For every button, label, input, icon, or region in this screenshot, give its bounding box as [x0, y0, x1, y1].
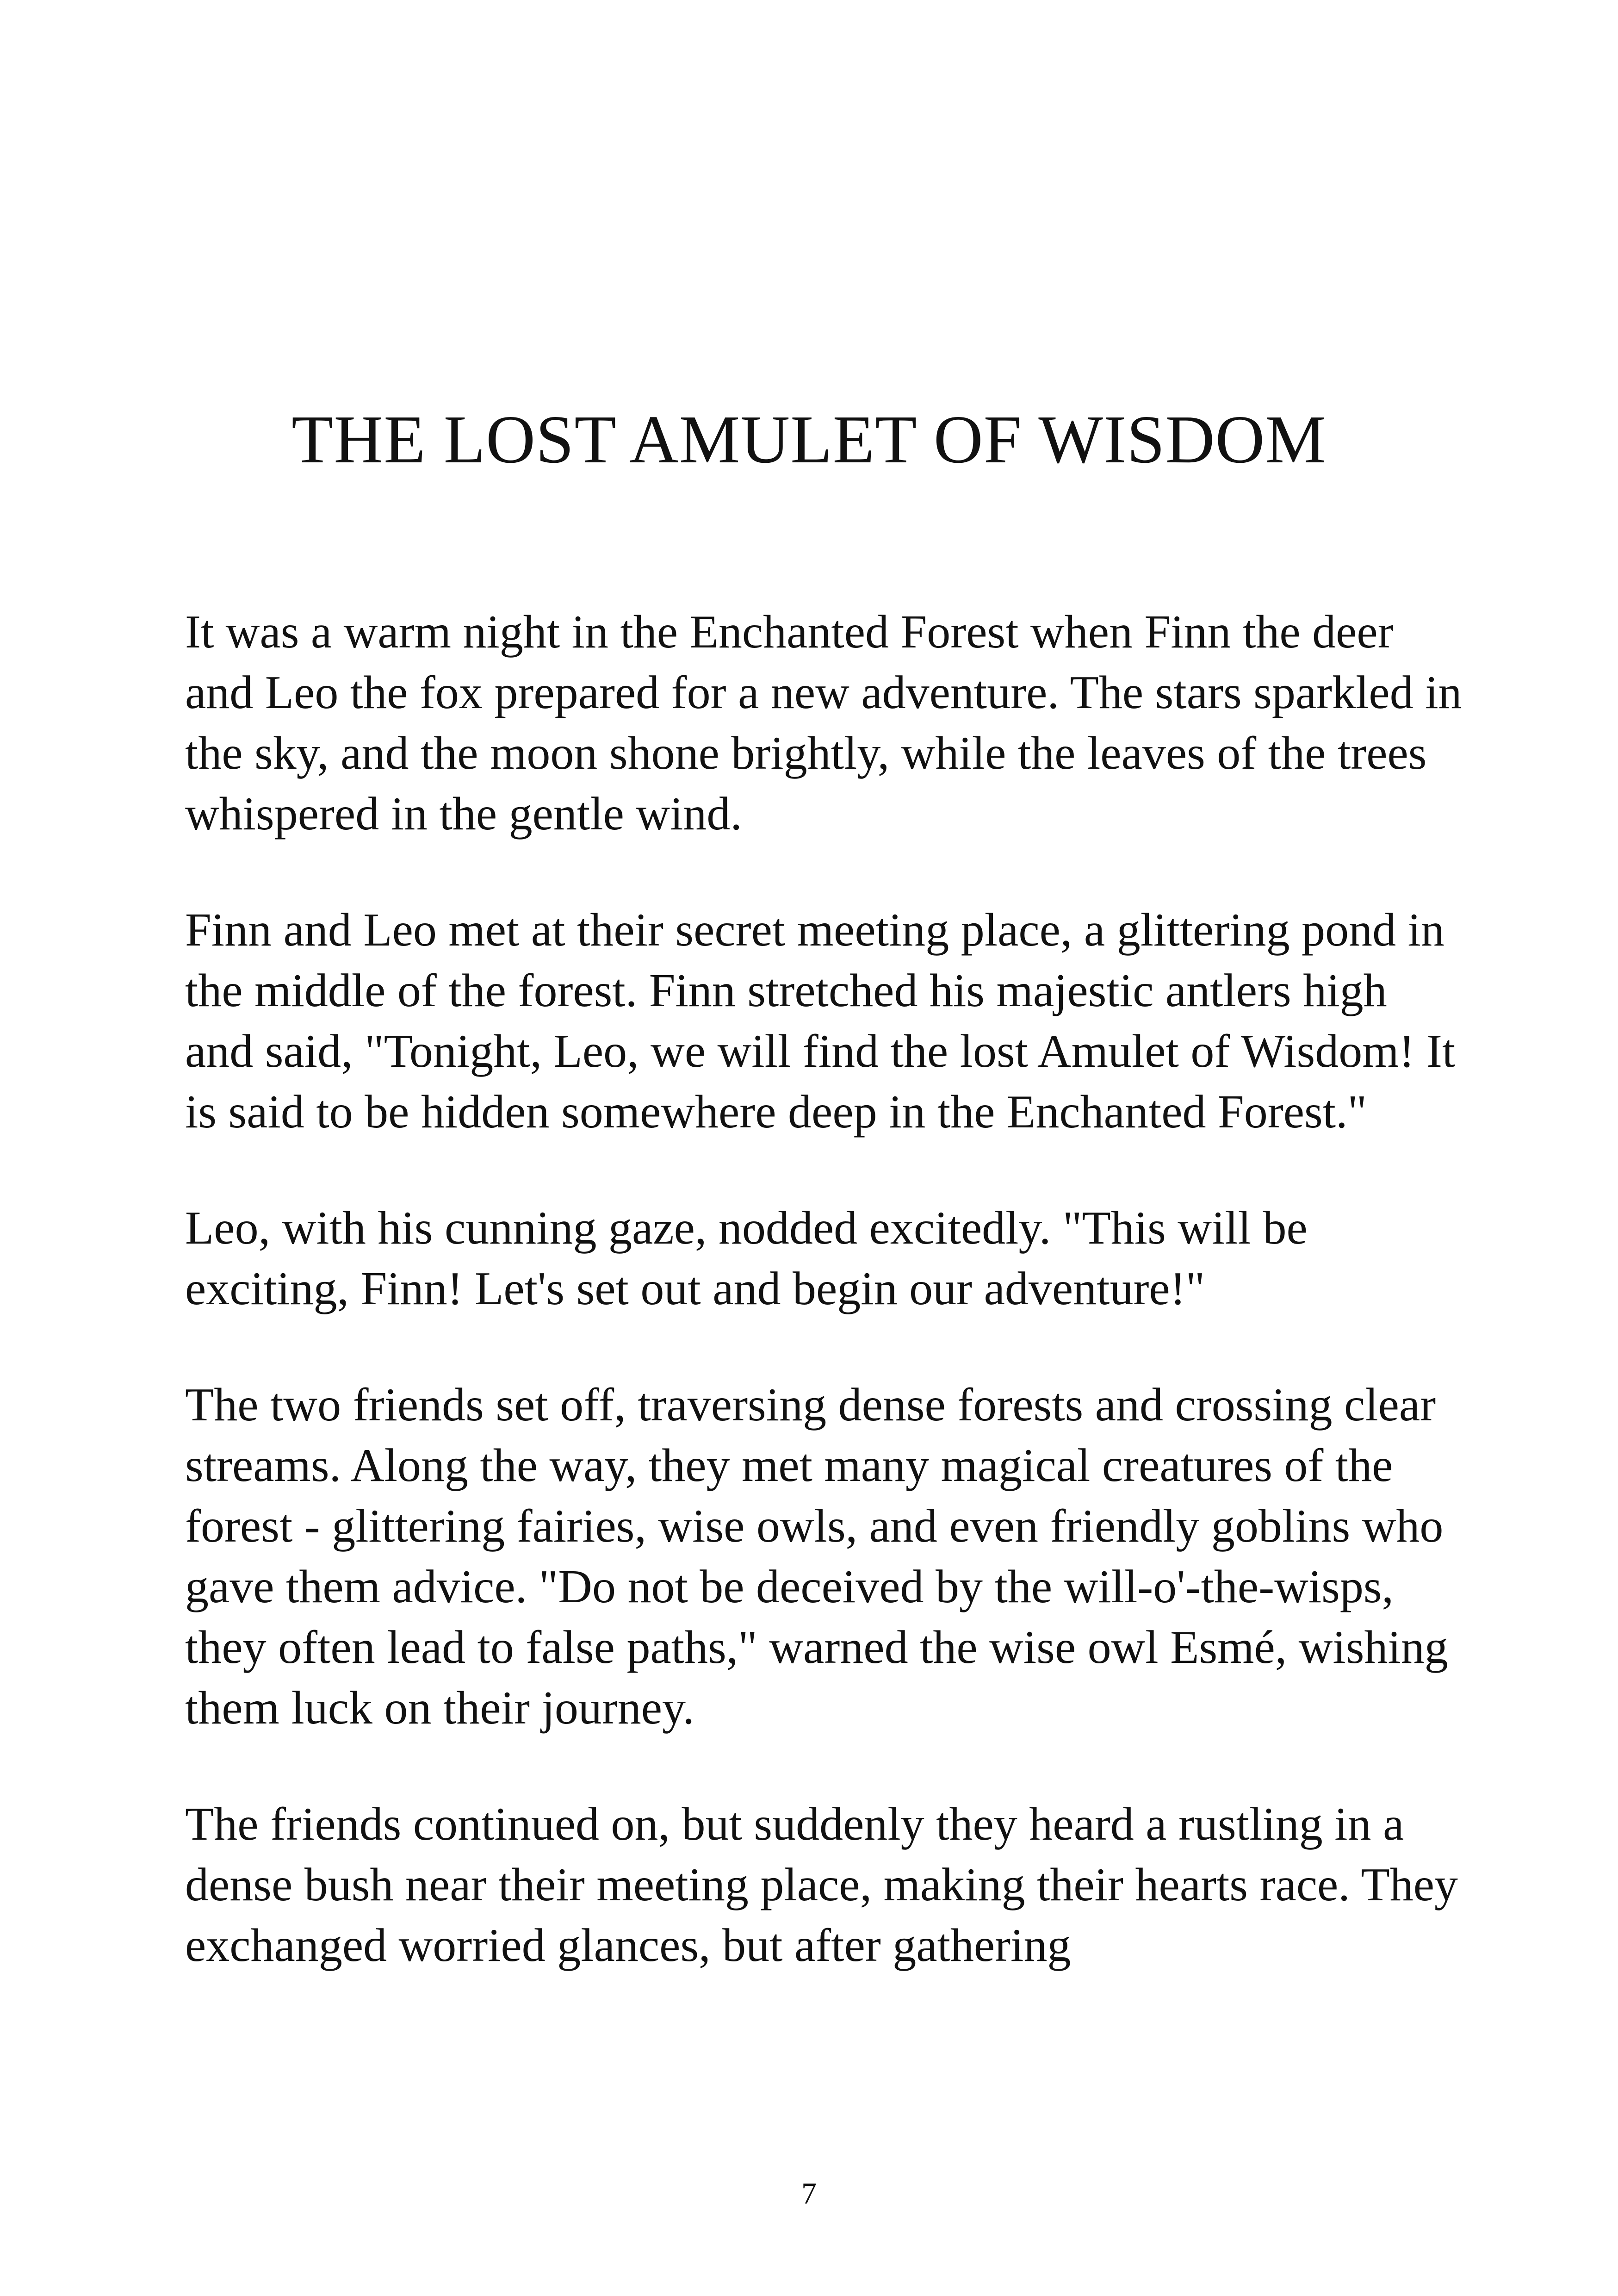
- paragraph-5: The friends continued on, but suddenly they heard a rustling in a dense bush near their meeting place, making their hearts race. They exchanged worried glances, but after gathering: [185, 1798, 1458, 1972]
- paragraph-4: The two friends set off, traversing dense forests and crossing clear streams. Along the way, they met many magical creatures of the forest - glittering fairies, wise owls, and even friendly goblins who gave them advice. "Do not be deceived by the will-o'-the-wisps, they often lead to false paths," warned the wise owl Esmé, wishing them luck on their journey.: [185, 1379, 1448, 1734]
- paragraph-2: Finn and Leo met at their secret meeting place, a glittering pond in the middle of the forest. Finn stretched his majestic antlers high and said, "Tonight, Leo, we will find the lost Amulet of Wisdom! It is said to be hidden somewhere deep in the Enchanted Forest.": [185, 904, 1456, 1138]
- paragraph-3: Leo, with his cunning gaze, nodded excitedly. "This will be exciting, Finn! Let's set out and begin our adventure!": [185, 1202, 1308, 1315]
- story-body: [185, 602, 1462, 2031]
- paragraph-1: It was a warm night in the Enchanted Forest when Finn the deer and Leo the fox prepared for a new adventure. The stars sparkled in the sky, and the moon shone brightly, while the leaves of the trees whispered in the gentle wind.: [185, 606, 1462, 840]
- page-number: 7: [801, 2177, 817, 2210]
- chapter-title: THE LOST AMULET OF WISDOM: [291, 402, 1327, 478]
